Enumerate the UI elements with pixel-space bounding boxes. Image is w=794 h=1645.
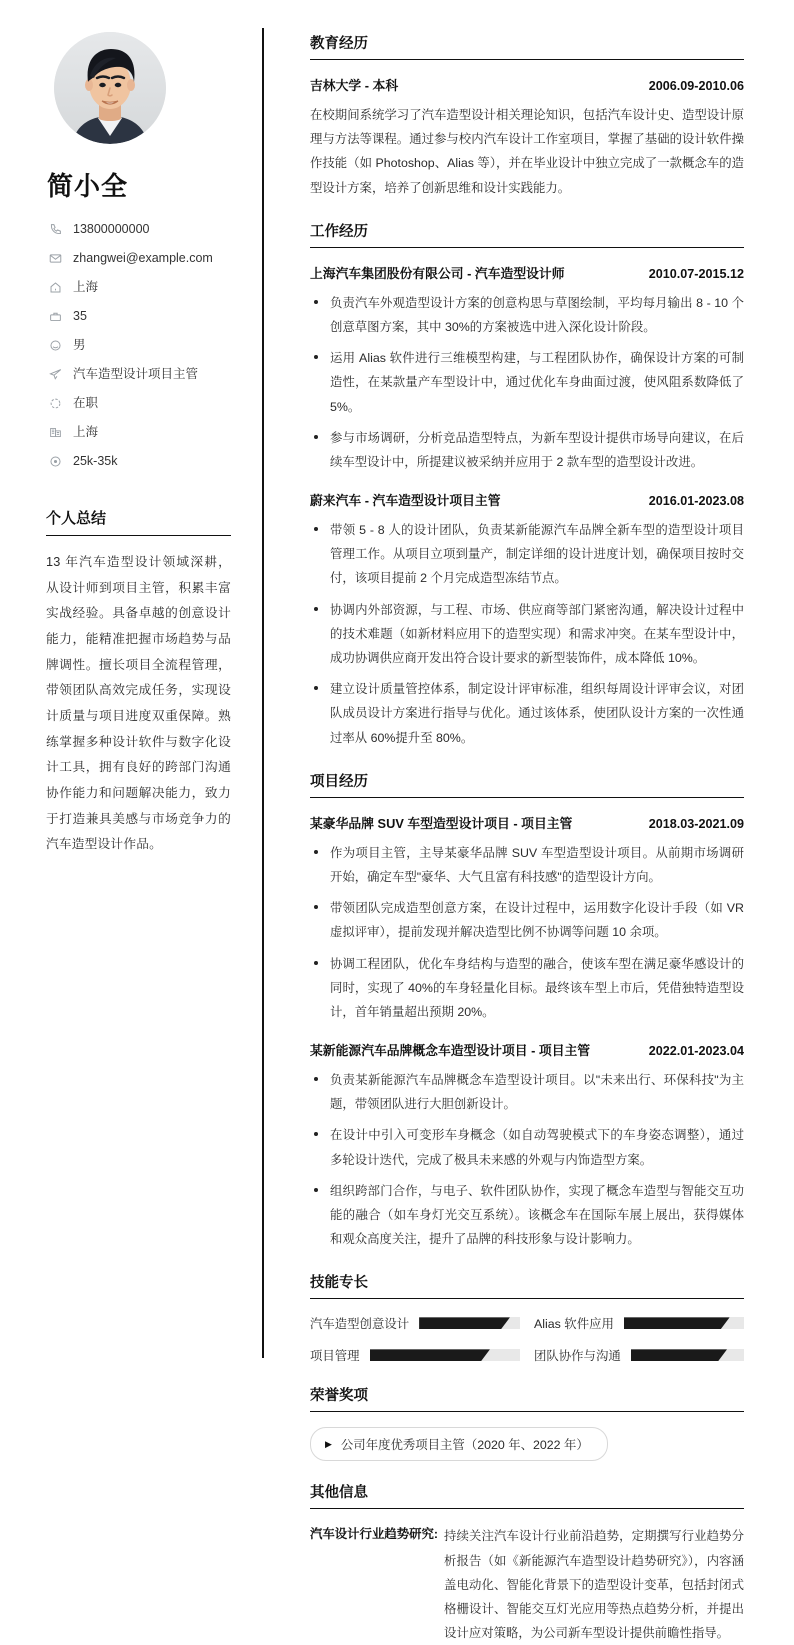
list-item: 负责汽车外观造型设计方案的创意构思与草图绘制，平均每月输出 8 - 10 个创意草图方案，其中 30%的方案被选中进入深化设计阶段。: [310, 291, 744, 339]
avatar: [54, 32, 166, 144]
entry-title: 上海汽车集团股份有限公司 - 汽车造型设计师: [310, 265, 565, 281]
contact-salary: [46, 453, 231, 469]
list-item: 组织跨部门合作，与电子、软件团队协作，实现了概念车造型与智能交互功能的融合（如车身灯光交互系统）。该概念车在国际车展上展出，获得媒体和观众高度关注，提升了品牌的科技形象与设计影响力。: [310, 1179, 744, 1252]
contact-value: 上海: [73, 279, 99, 294]
contact-value: zhangwei@example.com: [73, 250, 213, 265]
refresh-icon: [46, 395, 64, 411]
avatar-photo: [54, 32, 166, 144]
coin-icon: [46, 453, 64, 469]
skill-label: Alias 软件应用: [534, 1317, 614, 1332]
entry-date: 2018.03-2021.09: [648, 816, 744, 831]
entry-title: 某豪华品牌 SUV 车型造型设计项目 - 项目主管: [310, 815, 573, 831]
skill-item: [310, 1346, 520, 1364]
skill-item: [310, 1314, 520, 1332]
page-title: 简小全: [47, 171, 129, 201]
skill-progress-fill: [419, 1317, 510, 1329]
section-other: [310, 1481, 744, 1645]
skill-label: 汽车造型创意设计: [310, 1317, 410, 1332]
skill-progress-track: [370, 1349, 520, 1361]
section-awards: [310, 1384, 744, 1461]
entry-header: [310, 490, 744, 509]
summary-text: 13 年汽车造型设计领域深耕，从设计师到项目主管，积累丰富实战经验。具备卓越的创意设计能力，能精准把握市场趋势与品牌调性。擅长项目全流程管理，带领团队高效完成任务，实现设计质量与项目进度双重保障。熟练掌握多种设计软件与数字化设计工具，拥有良好的跨部门沟通协作能力和问题解决能力，致力于打造兼具美感与市场竞争力的汽车造型设计作品。: [46, 555, 231, 852]
entry-date: 2022.01-2023.04: [648, 1044, 744, 1059]
column-divider: [262, 28, 264, 1358]
entry-header: [310, 1040, 744, 1059]
contact-phone: [46, 221, 231, 237]
building-icon: [46, 424, 64, 440]
project-entry: [310, 813, 744, 1024]
paper-plane-icon: [46, 366, 64, 382]
list-item: 在设计中引入可变形车身概念（如自动驾驶模式下的车身姿态调整），通过多轮设计迭代，完成了极具未来感的外观与内饰造型方案。: [310, 1123, 744, 1171]
entry-date: 2006.09-2010.06: [648, 79, 744, 93]
skill-progress-track: [419, 1317, 520, 1329]
entry-header: [310, 263, 744, 282]
skill-progress-track: [631, 1349, 744, 1361]
status-badge: [310, 1427, 608, 1461]
award-text: 公司年度优秀项目主管（2020 年、2022 年）: [340, 1438, 589, 1453]
other-value: 持续关注汽车设计行业前沿趋势，定期撰写行业趋势分析报告（如《新能源汽车造型设计趋势研究》），内容涵盖电动化、智能化背景下的造型设计变革，包括封闭式格栅设计、智能交互灯光应用等热点趋势分析，并提出设计应对策略，为公司新车型设计提供前瞻性指导。: [444, 1529, 744, 1641]
entry-date: 2010.07-2015.12: [648, 266, 744, 281]
briefcase-icon: [46, 308, 64, 324]
entry-header: [310, 75, 744, 94]
list-item: 负责某新能源汽车品牌概念车造型设计项目。以"未来出行、环保科技"为主题，带领团队进行大胆创新设计。: [310, 1068, 744, 1116]
envelope-icon: [46, 250, 64, 266]
contact-value: 在职: [73, 395, 99, 410]
contact-age: [46, 308, 231, 324]
section-work: [310, 220, 744, 750]
skill-progress-fill: [631, 1349, 727, 1361]
entry-header: [310, 813, 744, 832]
contact-value: 13800000000: [73, 221, 150, 236]
work-entry: [310, 490, 744, 750]
contact-value: 35: [73, 308, 87, 323]
list-item: 带领团队完成造型创意方案，在设计过程中，运用数字化设计手段（如 VR 虚拟评审），提前发现并解决造型比例不协调等问题 10 余项。: [310, 896, 744, 944]
contact-status: [46, 395, 231, 411]
entry-date: 2016.01-2023.08: [648, 494, 744, 509]
skill-progress-track: [624, 1317, 744, 1329]
summary-heading: 个人总结: [46, 507, 231, 536]
projects-heading: 项目经历: [310, 770, 744, 798]
education-entry: [310, 75, 744, 200]
section-projects: [310, 770, 744, 1252]
skills-grid: [310, 1314, 744, 1364]
contact-value: 男: [73, 337, 86, 352]
other-item: [310, 1524, 744, 1645]
contact-position: [46, 366, 231, 382]
skill-progress-fill: [624, 1317, 730, 1329]
contact-gender: [46, 337, 231, 353]
home-icon: [46, 279, 64, 295]
list-item: 协调内外部资源，与工程、市场、供应商等部门紧密沟通，解决设计过程中的技术难题（如新材料应用下的造型实现）和需求冲突。在某车型设计中，成功协调供应商开发出符合设计要求的新型装饰件，成本降低 10%。: [310, 598, 744, 671]
entry-title: 吉林大学 - 本科: [310, 78, 399, 93]
skill-item: [534, 1314, 744, 1332]
list-item: 带领 5 - 8 人的设计团队，负责某新能源汽车品牌全新车型的造型设计项目管理工作。从项目立项到量产，制定详细的设计进度计划，确保项目按时交付，该项目提前 2 个月完成造型冻结节点。: [310, 518, 744, 591]
list-item: 作为项目主管，主导某豪华品牌 SUV 车型造型设计项目。从前期市场调研开始，确定车型"豪华、大气且富有科技感"的造型设计方向。: [310, 841, 744, 889]
section-education: [310, 32, 744, 200]
phone-icon: [46, 221, 64, 237]
entry-title: 某新能源汽车品牌概念车造型设计项目 - 项目主管: [310, 1043, 591, 1059]
skill-progress-fill: [370, 1349, 490, 1361]
contact-value: 25k-35k: [73, 453, 118, 468]
contact-email: [46, 250, 231, 266]
list-item: 参与市场调研，分析竞品造型特点，为新车型设计提供市场导向建议，在后续车型设计中，所提建议被采纳并应用于 2 款车型的造型设计改进。: [310, 426, 744, 474]
summary-section: [46, 507, 231, 858]
contact-list: [46, 221, 231, 469]
bullet-list: [310, 841, 744, 1024]
list-item: 建立设计质量管控体系，制定设计评审标准，组织每周设计评审会议，对团队成员设计方案进行指导与优化。通过该体系，使团队设计方案的一次性通过率从 60%提升至 80%。: [310, 677, 744, 750]
section-skills: [310, 1271, 744, 1364]
main-content: [263, 0, 794, 1641]
project-entry: [310, 1040, 744, 1251]
education-heading: 教育经历: [310, 32, 744, 60]
skill-label: 项目管理: [310, 1349, 360, 1364]
skill-item: [534, 1346, 744, 1364]
entry-paragraph: 在校期间系统学习了汽车造型设计相关理论知识，包括汽车设计史、造型设计原理与方法等课程。通过参与校内汽车设计工作室项目，掌握了基础的设计软件操作技能（如 Photoshop、Alias 等），并在毕业设计中独立完成了一款概念车的造型设计方案，培养了创新思维和设计实践能力。: [310, 108, 744, 195]
work-heading: 工作经历: [310, 220, 744, 248]
bullet-list: [310, 1068, 744, 1251]
triangle-right-icon: ▶: [325, 1438, 332, 1449]
gender-icon: [46, 337, 64, 353]
list-item: 协调工程团队，优化车身结构与造型的融合，使该车型在满足豪华感设计的同时，实现了 40%的车身轻量化目标。最终该车型上市后，凭借独特造型设计，首年销量超出预期 20%。: [310, 952, 744, 1025]
contact-company-city: [46, 424, 231, 440]
skill-label: 团队协作与沟通: [534, 1349, 621, 1364]
contact-value: 上海: [73, 424, 99, 439]
other-heading: 其他信息: [310, 1481, 744, 1509]
awards-heading: 荣誉奖项: [310, 1384, 744, 1412]
entry-title: 蔚来汽车 - 汽车造型设计项目主管: [310, 493, 501, 509]
skills-heading: 技能专长: [310, 1271, 744, 1299]
work-entry: [310, 263, 744, 474]
contact-location: [46, 279, 231, 295]
list-item: 运用 Alias 软件进行三维模型构建，与工程团队协作，确保设计方案的可制造性，在某款量产车型设计中，通过优化车身曲面过渡，使风阻系数降低了 5%。: [310, 346, 744, 419]
contact-value: 汽车造型设计项目主管: [73, 366, 199, 381]
sidebar: [0, 0, 263, 1414]
bullet-list: [310, 518, 744, 750]
bullet-list: [310, 291, 744, 474]
other-label: 汽车设计行业趋势研究:: [310, 1527, 439, 1542]
